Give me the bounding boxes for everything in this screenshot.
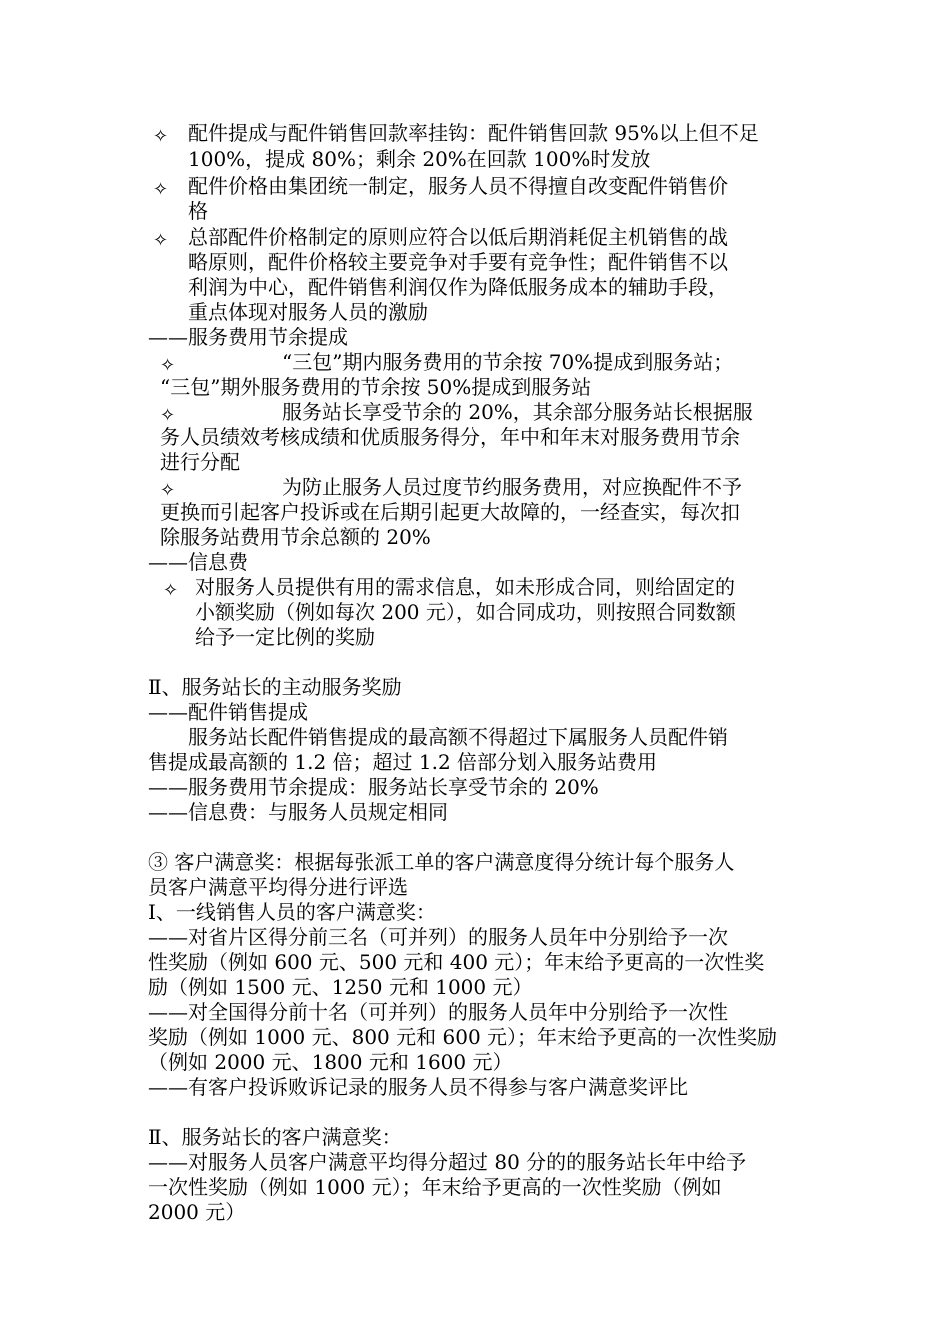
paragraph-line: ——对全国得分前十名（可并列）的服务人员年中分别给予一次性: [148, 1000, 728, 1024]
paragraph-line: ——对省片区得分前三名（可并列）的服务人员年中分别给予一次: [148, 925, 728, 949]
bullet-line: 服务站长享受节余的 20%，其余部分服务站长根据服: [282, 400, 753, 424]
bullet-line: 总部配件价格制定的原则应符合以低后期消耗促主机销售的战: [188, 225, 728, 249]
diamond-bullet-icon: ✧: [160, 355, 176, 376]
bullet-line: 小额奖励（例如每次 200 元），如合同成功，则按照合同数额: [195, 600, 736, 624]
diamond-bullet-icon: ✧: [163, 580, 179, 601]
bullet-line: 配件提成与配件销售回款率挂钩：配件销售回款 95%以上但不足: [188, 121, 759, 145]
bullet-line: 100%，提成 80%；剩余 20%在回款 100%时发放: [188, 147, 651, 171]
section-subheading: ——信息费: [148, 550, 248, 574]
paragraph-line: 奖励（例如 1000 元、800 元和 600 元）；年末给予更高的一次性奖励: [148, 1025, 778, 1049]
diamond-bullet-icon: ✧: [153, 126, 169, 147]
diamond-bullet-icon: ✧: [160, 480, 176, 501]
bullet-line: 略原则，配件价格较主要竞争对手要有竞争性；配件销售不以: [188, 250, 728, 274]
bullet-line: “三包”期内服务费用的节余按 70%提成到服务站；: [282, 350, 734, 374]
paragraph-line: （例如 2000 元、1800 元和 1600 元）: [148, 1050, 513, 1074]
section-heading: Ⅱ、服务站长的主动服务奖励: [148, 675, 402, 699]
paragraph-line: ——服务费用节余提成：服务站长享受节余的 20%: [148, 775, 599, 799]
paragraph-line: ——有客户投诉败诉记录的服务人员不得参与客户满意奖评比: [148, 1075, 688, 1099]
section-subheading: ——配件销售提成: [148, 700, 308, 724]
bullet-line: 为防止服务人员过度节约服务费用，对应换配件不予: [282, 475, 742, 499]
paragraph-line: 服务站长配件销售提成的最高额不得超过下属服务人员配件销: [188, 725, 728, 749]
paragraph-line: 2000 元）: [148, 1200, 246, 1224]
section-heading: 员客户满意平均得分进行评选: [148, 875, 408, 899]
diamond-bullet-icon: ✧: [153, 179, 169, 200]
bullet-line: 除服务站费用节余总额的 20%: [160, 525, 431, 549]
bullet-line: 更换而引起客户投诉或在后期引起更大故障的，一经查实，每次扣: [160, 500, 740, 524]
bullet-line: 利润为中心，配件销售利润仅作为降低服务成本的辅助手段，: [188, 275, 728, 299]
paragraph-line: ——对服务人员客户满意平均得分超过 80 分的的服务站长年中给予: [148, 1150, 747, 1174]
section-heading: ③ 客户满意奖：根据每张派工单的客户满意度得分统计每个服务人: [148, 850, 735, 874]
diamond-bullet-icon: ✧: [160, 405, 176, 426]
paragraph-line: 售提成最高额的 1.2 倍；超过 1.2 倍部分划入服务站费用: [148, 750, 658, 774]
diamond-bullet-icon: ✧: [153, 230, 169, 251]
paragraph-line: 性奖励（例如 600 元、500 元和 400 元）；年末给予更高的一次性奖: [148, 950, 765, 974]
bullet-line: “三包”期外服务费用的节余按 50%提成到服务站: [160, 375, 592, 399]
bullet-line: 重点体现对服务人员的激励: [188, 300, 428, 324]
paragraph-line: ——信息费：与服务人员规定相同: [148, 800, 448, 824]
bullet-line: 对服务人员提供有用的需求信息，如未形成合同，则给固定的: [195, 575, 735, 599]
bullet-line: 进行分配: [160, 450, 240, 474]
section-subheading: ——服务费用节余提成: [148, 325, 348, 349]
bullet-line: 格: [188, 199, 208, 223]
bullet-line: 务人员绩效考核成绩和优质服务得分，年中和年末对服务费用节余: [160, 425, 740, 449]
bullet-line: 配件价格由集团统一制定，服务人员不得擅自改变配件销售价: [188, 174, 728, 198]
paragraph-line: 励（例如 1500 元、1250 元和 1000 元）: [148, 975, 533, 999]
section-subheading: Ⅱ、服务站长的客户满意奖：: [148, 1125, 402, 1149]
section-subheading: Ⅰ、一线销售人员的客户满意奖：: [148, 900, 436, 924]
paragraph-line: 一次性奖励（例如 1000 元）；年末给予更高的一次性奖励（例如: [148, 1175, 722, 1199]
bullet-line: 给予一定比例的奖励: [195, 625, 375, 649]
